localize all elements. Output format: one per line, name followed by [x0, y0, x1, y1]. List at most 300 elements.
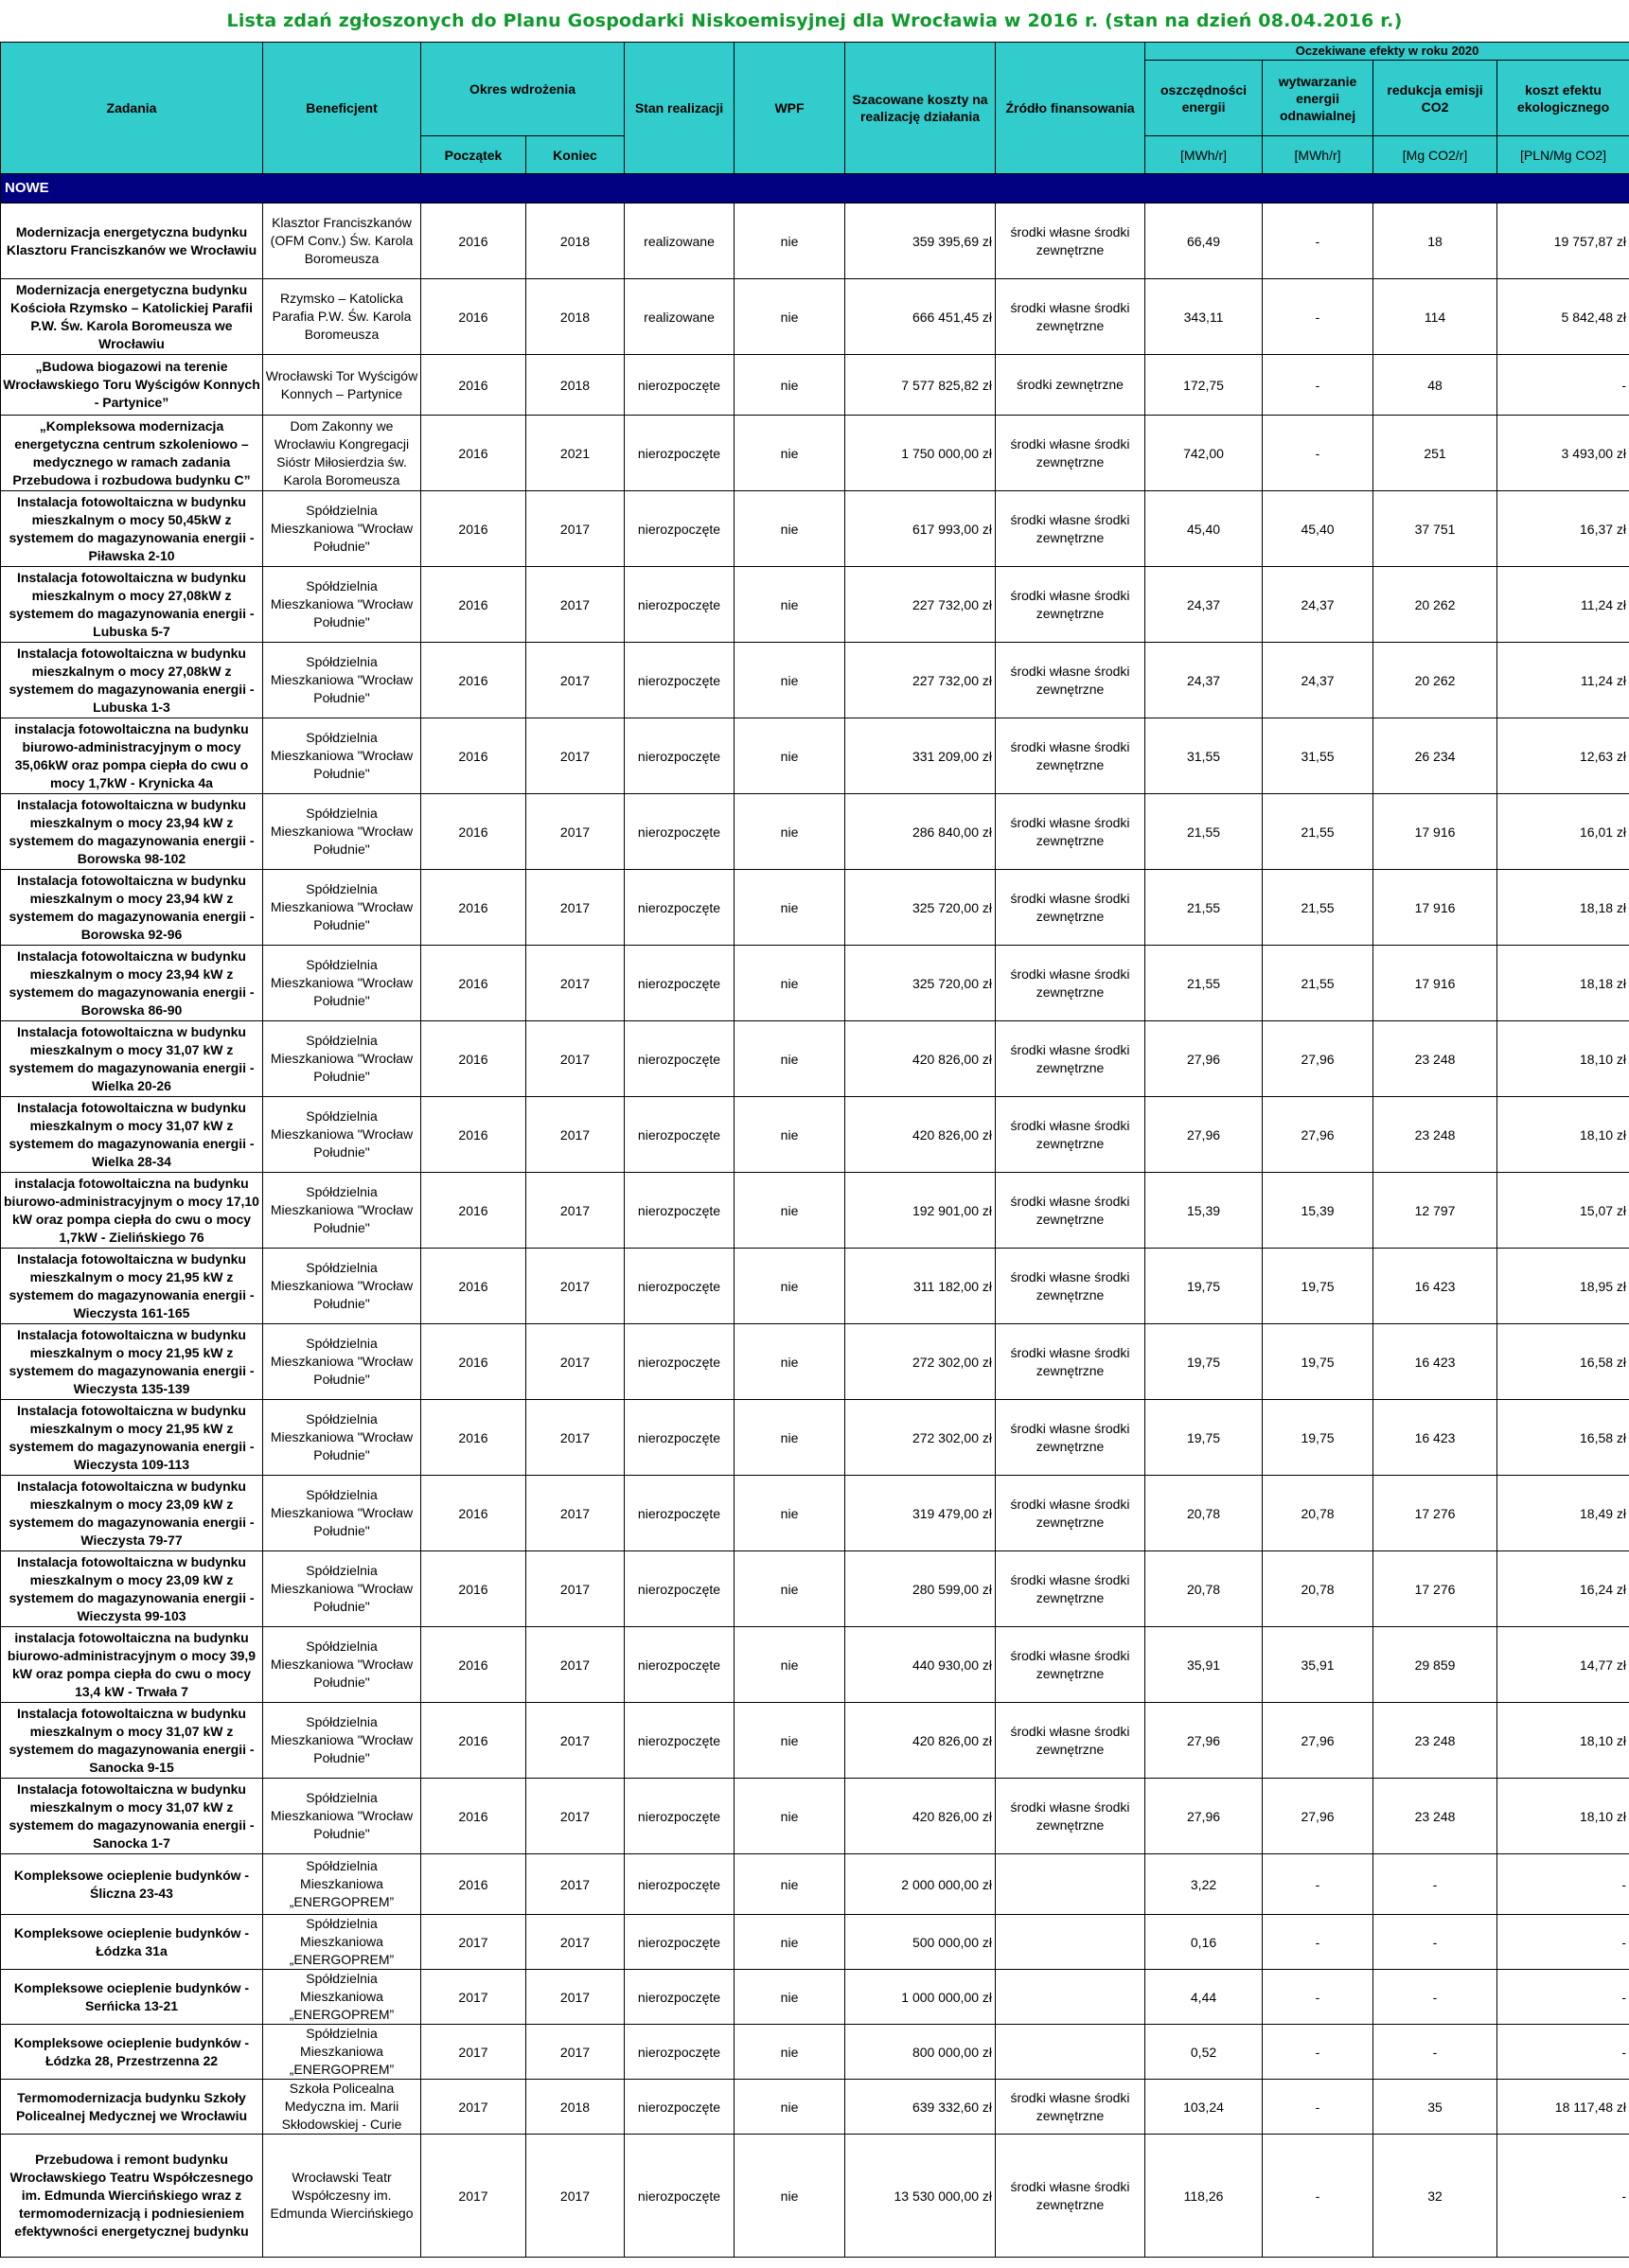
- row-renewable: 21,55: [1263, 794, 1373, 870]
- row-beneficiary: Spółdzielnia Mieszkaniowa „ENERGOPREM”: [263, 1970, 421, 2025]
- row-cost: 666 451,45 zł: [845, 279, 996, 355]
- table-row: [1, 1970, 1629, 2025]
- row-ecocost: 16,58 zł: [1497, 1324, 1629, 1400]
- row-beneficiary: Spółdzielnia Mieszkaniowa "Wrocław Południe": [263, 794, 421, 870]
- row-end: 2017: [526, 1097, 625, 1173]
- row-start: 2016: [421, 567, 526, 643]
- row-ecocost: 3 493,00 zł: [1497, 416, 1629, 491]
- row-co2: 20 262: [1373, 643, 1497, 718]
- row-co2: -: [1373, 1854, 1497, 1915]
- row-status: nierozpoczęte: [625, 567, 735, 643]
- table-row: [1, 1324, 1629, 1400]
- header-wpf: WPF: [735, 43, 845, 174]
- row-ecocost: 11,24 zł: [1497, 643, 1629, 718]
- row-beneficiary: Spółdzielnia Mieszkaniowa "Wrocław Południe": [263, 870, 421, 946]
- row-funding: środki własne środki zewnętrzne: [996, 416, 1145, 491]
- row-end: 2017: [526, 643, 625, 718]
- table-row: [1, 1703, 1629, 1779]
- row-co2: 12 797: [1373, 1173, 1497, 1249]
- row-renewable: 31,55: [1263, 718, 1373, 794]
- row-status: nierozpoczęte: [625, 1970, 735, 2025]
- row-wpf: nie: [735, 718, 845, 794]
- row-funding: środki własne środki zewnętrzne: [996, 1324, 1145, 1400]
- row-start: 2016: [421, 204, 526, 279]
- row-saving: 45,40: [1145, 491, 1263, 567]
- row-co2: 32: [1373, 2135, 1497, 2258]
- row-renewable: 35,91: [1263, 1627, 1373, 1703]
- row-co2: -: [1373, 1915, 1497, 1970]
- row-status: nierozpoczęte: [625, 355, 735, 416]
- row-end: 2017: [526, 1021, 625, 1097]
- row-wpf: nie: [735, 1021, 845, 1097]
- row-co2: 35: [1373, 2080, 1497, 2135]
- row-end: 2017: [526, 870, 625, 946]
- row-status: nierozpoczęte: [625, 1779, 735, 1854]
- row-co2: 16 423: [1373, 1400, 1497, 1476]
- row-cost: 325 720,00 zł: [845, 946, 996, 1021]
- row-ecocost: 19 757,87 zł: [1497, 204, 1629, 279]
- row-ecocost: -: [1497, 2025, 1629, 2080]
- row-wpf: nie: [735, 1703, 845, 1779]
- row-status: nierozpoczęte: [625, 1703, 735, 1779]
- row-end: 2018: [526, 2080, 625, 2135]
- row-status: nierozpoczęte: [625, 1551, 735, 1627]
- table-row: [1, 1854, 1629, 1915]
- row-ecocost: 12,63 zł: [1497, 718, 1629, 794]
- row-cost: 227 732,00 zł: [845, 643, 996, 718]
- row-renewable: 21,55: [1263, 946, 1373, 1021]
- row-cost: 311 182,00 zł: [845, 1249, 996, 1324]
- row-cost: 617 993,00 zł: [845, 491, 996, 567]
- table-row: [1, 794, 1629, 870]
- row-funding: środki własne środki zewnętrzne: [996, 491, 1145, 567]
- row-task: instalacja fotowoltaiczna na budynku biurowo-administracyjnym o mocy 39,9 kW oraz pompa ciepła do cwu o mocy 13,4 kW - Trwała 7: [1, 1627, 263, 1703]
- row-ecocost: -: [1497, 355, 1629, 416]
- row-wpf: nie: [735, 1173, 845, 1249]
- row-funding: środki własne środki zewnętrzne: [996, 1779, 1145, 1854]
- row-start: 2016: [421, 1097, 526, 1173]
- row-start: 2016: [421, 416, 526, 491]
- row-cost: 440 930,00 zł: [845, 1627, 996, 1703]
- header-status: Stan realizacji: [625, 43, 735, 174]
- header-unit-ecocost: [PLN/Mg CO2]: [1497, 136, 1629, 174]
- table-row: [1, 1551, 1629, 1627]
- row-saving: 24,37: [1145, 643, 1263, 718]
- row-saving: 343,11: [1145, 279, 1263, 355]
- row-cost: 1 750 000,00 zł: [845, 416, 996, 491]
- table-row: [1, 1476, 1629, 1551]
- row-beneficiary: Spółdzielnia Mieszkaniowa "Wrocław Południe": [263, 1551, 421, 1627]
- row-co2: 17 916: [1373, 794, 1497, 870]
- row-funding: [996, 2025, 1145, 2080]
- table-row: [1, 416, 1629, 491]
- row-task: Instalacja fotowoltaiczna w budynku mieszkalnym o mocy 23,94 kW z systemem do magazynowania energii - Borowska 86-90: [1, 946, 263, 1021]
- row-end: 2017: [526, 794, 625, 870]
- row-end: 2017: [526, 1970, 625, 2025]
- row-task: instalacja fotowoltaiczna na budynku biurowo-administracyjnym o mocy 35,06kW oraz pompa ciepła do cwu o mocy 1,7kW - Krynicka 4a: [1, 718, 263, 794]
- row-end: 2017: [526, 1627, 625, 1703]
- row-renewable: -: [1263, 355, 1373, 416]
- row-wpf: nie: [735, 2025, 845, 2080]
- row-beneficiary: Spółdzielnia Mieszkaniowa "Wrocław Południe": [263, 1400, 421, 1476]
- row-ecocost: 18,10 zł: [1497, 1779, 1629, 1854]
- row-start: 2016: [421, 279, 526, 355]
- row-beneficiary: Spółdzielnia Mieszkaniowa "Wrocław Południe": [263, 1021, 421, 1097]
- row-wpf: nie: [735, 1324, 845, 1400]
- row-start: 2016: [421, 1627, 526, 1703]
- row-co2: 23 248: [1373, 1779, 1497, 1854]
- row-ecocost: 18 117,48 zł: [1497, 2080, 1629, 2135]
- row-ecocost: 5 842,48 zł: [1497, 279, 1629, 355]
- row-start: 2017: [421, 1970, 526, 2025]
- row-beneficiary: Szkoła Policealna Medyczna im. Marii Skłodowskiej - Curie: [263, 2080, 421, 2135]
- row-co2: 16 423: [1373, 1249, 1497, 1324]
- row-start: 2016: [421, 1173, 526, 1249]
- row-saving: 4,44: [1145, 1970, 1263, 2025]
- row-beneficiary: Spółdzielnia Mieszkaniowa "Wrocław Południe": [263, 1703, 421, 1779]
- row-status: nierozpoczęte: [625, 2080, 735, 2135]
- row-co2: 18: [1373, 204, 1497, 279]
- row-funding: środki własne środki zewnętrzne: [996, 794, 1145, 870]
- row-status: realizowane: [625, 204, 735, 279]
- header-cost: Szacowane koszty na realizację działania: [845, 43, 996, 174]
- row-task: Kompleksowe ocieplenie budynków - Serńicka 13-21: [1, 1970, 263, 2025]
- row-status: nierozpoczęte: [625, 718, 735, 794]
- row-renewable: 20,78: [1263, 1551, 1373, 1627]
- row-funding: [996, 1915, 1145, 1970]
- row-funding: środki własne środki zewnętrzne: [996, 204, 1145, 279]
- header-period: Okres wdrożenia: [421, 43, 625, 136]
- row-renewable: -: [1263, 2135, 1373, 2258]
- table-row: [1, 567, 1629, 643]
- header-beneficiary: Beneficjent: [263, 43, 421, 174]
- row-ecocost: -: [1497, 1915, 1629, 1970]
- row-end: 2017: [526, 1779, 625, 1854]
- table-row: [1, 355, 1629, 416]
- row-saving: 20,78: [1145, 1476, 1263, 1551]
- row-cost: 7 577 825,82 zł: [845, 355, 996, 416]
- row-status: nierozpoczęte: [625, 416, 735, 491]
- row-renewable: -: [1263, 204, 1373, 279]
- row-co2: 251: [1373, 416, 1497, 491]
- row-co2: 23 248: [1373, 1703, 1497, 1779]
- row-cost: 359 395,69 zł: [845, 204, 996, 279]
- row-task: Instalacja fotowoltaiczna w budynku mieszkalnym o mocy 27,08kW z systemem do magazynowania energii - Lubuska 5-7: [1, 567, 263, 643]
- row-cost: 800 000,00 zł: [845, 2025, 996, 2080]
- row-task: Instalacja fotowoltaiczna w budynku mieszkalnym o mocy 23,94 kW z systemem do magazynowania energii - Borowska 98-102: [1, 794, 263, 870]
- row-funding: środki własne środki zewnętrzne: [996, 1476, 1145, 1551]
- row-end: 2017: [526, 1324, 625, 1400]
- table-row: [1, 643, 1629, 718]
- row-wpf: nie: [735, 279, 845, 355]
- row-ecocost: 18,10 zł: [1497, 1021, 1629, 1097]
- header-renewable: wytwarzanie energii odnawialnej: [1263, 61, 1373, 136]
- row-renewable: 27,96: [1263, 1703, 1373, 1779]
- row-cost: 420 826,00 zł: [845, 1097, 996, 1173]
- row-wpf: nie: [735, 567, 845, 643]
- row-status: nierozpoczęte: [625, 2135, 735, 2258]
- row-task: Instalacja fotowoltaiczna w budynku mieszkalnym o mocy 21,95 kW z systemem do magazynowania energii - Wieczysta 161-165: [1, 1249, 263, 1324]
- row-beneficiary: Wrocławski Teatr Współczesny im. Edmunda Wiercińskiego: [263, 2135, 421, 2258]
- row-wpf: nie: [735, 491, 845, 567]
- row-renewable: -: [1263, 416, 1373, 491]
- row-saving: 21,55: [1145, 946, 1263, 1021]
- row-saving: 27,96: [1145, 1021, 1263, 1097]
- row-status: nierozpoczęte: [625, 2025, 735, 2080]
- table-row: [1, 2080, 1629, 2135]
- row-cost: 420 826,00 zł: [845, 1021, 996, 1097]
- header-start: Początek: [421, 136, 526, 174]
- row-beneficiary: Spółdzielnia Mieszkaniowa „ENERGOPREM”: [263, 1915, 421, 1970]
- row-status: nierozpoczęte: [625, 870, 735, 946]
- row-beneficiary: Spółdzielnia Mieszkaniowa "Wrocław Południe": [263, 1097, 421, 1173]
- row-renewable: 21,55: [1263, 870, 1373, 946]
- row-renewable: -: [1263, 279, 1373, 355]
- table-row: [1, 1779, 1629, 1854]
- row-start: 2016: [421, 1324, 526, 1400]
- table-row: [1, 946, 1629, 1021]
- row-task: Instalacja fotowoltaiczna w budynku mieszkalnym o mocy 31,07 kW z systemem do magazynowania energii - Sanocka 9-15: [1, 1703, 263, 1779]
- row-renewable: 45,40: [1263, 491, 1373, 567]
- row-renewable: -: [1263, 1854, 1373, 1915]
- row-beneficiary: Spółdzielnia Mieszkaniowa "Wrocław Południe": [263, 1476, 421, 1551]
- row-wpf: nie: [735, 1097, 845, 1173]
- row-task: Kompleksowe ocieplenie budynków - Łódzka 28, Przestrzenna 22: [1, 2025, 263, 2080]
- row-cost: 227 732,00 zł: [845, 567, 996, 643]
- row-task: Instalacja fotowoltaiczna w budynku mieszkalnym o mocy 21,95 kW z systemem do magazynowania energii - Wieczysta 135-139: [1, 1324, 263, 1400]
- row-start: 2017: [421, 1915, 526, 1970]
- row-saving: 66,49: [1145, 204, 1263, 279]
- row-wpf: nie: [735, 643, 845, 718]
- row-beneficiary: Spółdzielnia Mieszkaniowa "Wrocław Południe": [263, 946, 421, 1021]
- row-ecocost: -: [1497, 1854, 1629, 1915]
- row-beneficiary: Spółdzielnia Mieszkaniowa "Wrocław Południe": [263, 491, 421, 567]
- row-renewable: -: [1263, 2025, 1373, 2080]
- row-funding: środki własne środki zewnętrzne: [996, 870, 1145, 946]
- row-cost: 331 209,00 zł: [845, 718, 996, 794]
- table-body: [1, 174, 1629, 2258]
- table-row: [1, 870, 1629, 946]
- row-status: nierozpoczęte: [625, 1915, 735, 1970]
- row-start: 2017: [421, 2025, 526, 2080]
- row-funding: środki własne środki zewnętrzne: [996, 1097, 1145, 1173]
- row-end: 2017: [526, 2025, 625, 2080]
- row-funding: środki własne środki zewnętrzne: [996, 718, 1145, 794]
- row-co2: 17 916: [1373, 870, 1497, 946]
- row-saving: 19,75: [1145, 1249, 1263, 1324]
- row-task: Modernizacja energetyczna budynku Kościoła Rzymsko – Katolickiej Parafii P.W. Św. Karola Boromeusza we Wrocławiu: [1, 279, 263, 355]
- row-cost: 280 599,00 zł: [845, 1551, 996, 1627]
- row-funding: środki zewnętrzne: [996, 355, 1145, 416]
- row-cost: 2 000 000,00 zł: [845, 1854, 996, 1915]
- row-renewable: 27,96: [1263, 1021, 1373, 1097]
- row-ecocost: 16,58 zł: [1497, 1400, 1629, 1476]
- row-renewable: 19,75: [1263, 1324, 1373, 1400]
- row-funding: środki własne środki zewnętrzne: [996, 1627, 1145, 1703]
- row-status: nierozpoczęte: [625, 1324, 735, 1400]
- row-ecocost: 11,24 zł: [1497, 567, 1629, 643]
- row-status: nierozpoczęte: [625, 491, 735, 567]
- row-end: 2017: [526, 1915, 625, 1970]
- row-status: nierozpoczęte: [625, 794, 735, 870]
- row-beneficiary: Spółdzielnia Mieszkaniowa "Wrocław Południe": [263, 718, 421, 794]
- row-beneficiary: Spółdzielnia Mieszkaniowa „ENERGOPREM”: [263, 1854, 421, 1915]
- row-renewable: -: [1263, 2080, 1373, 2135]
- row-end: 2017: [526, 1703, 625, 1779]
- row-co2: 48: [1373, 355, 1497, 416]
- row-saving: 27,96: [1145, 1097, 1263, 1173]
- row-funding: środki własne środki zewnętrzne: [996, 2135, 1145, 2258]
- row-funding: środki własne środki zewnętrzne: [996, 279, 1145, 355]
- row-end: 2017: [526, 2135, 625, 2258]
- row-cost: 319 479,00 zł: [845, 1476, 996, 1551]
- table-row: [1, 1249, 1629, 1324]
- header-task: Zadania: [1, 43, 263, 174]
- row-end: 2017: [526, 1173, 625, 1249]
- row-end: 2017: [526, 946, 625, 1021]
- row-task: Instalacja fotowoltaiczna w budynku mieszkalnym o mocy 31,07 kW z systemem do magazynowania energii - Wielka 28-34: [1, 1097, 263, 1173]
- header-funding: Źródło finansowania: [996, 43, 1145, 174]
- row-wpf: nie: [735, 1551, 845, 1627]
- row-funding: środki własne środki zewnętrzne: [996, 1400, 1145, 1476]
- row-cost: 325 720,00 zł: [845, 870, 996, 946]
- row-status: nierozpoczęte: [625, 1476, 735, 1551]
- row-status: realizowane: [625, 279, 735, 355]
- row-ecocost: 18,95 zł: [1497, 1249, 1629, 1324]
- row-start: 2016: [421, 1703, 526, 1779]
- row-wpf: nie: [735, 1779, 845, 1854]
- row-wpf: nie: [735, 1627, 845, 1703]
- row-saving: 31,55: [1145, 718, 1263, 794]
- row-beneficiary: Spółdzielnia Mieszkaniowa "Wrocław Południe": [263, 643, 421, 718]
- row-end: 2017: [526, 1854, 625, 1915]
- row-co2: -: [1373, 1970, 1497, 2025]
- row-saving: 19,75: [1145, 1400, 1263, 1476]
- table-row: [1, 2025, 1629, 2080]
- row-status: nierozpoczęte: [625, 1400, 735, 1476]
- row-end: 2017: [526, 1400, 625, 1476]
- row-beneficiary: Spółdzielnia Mieszkaniowa "Wrocław Południe": [263, 567, 421, 643]
- row-co2: 17 276: [1373, 1551, 1497, 1627]
- row-end: 2017: [526, 718, 625, 794]
- section-row: [1, 174, 1629, 204]
- header-unit-saving: [MWh/r]: [1145, 136, 1263, 174]
- table-row: [1, 1021, 1629, 1097]
- row-start: 2016: [421, 1779, 526, 1854]
- header-ecocost: koszt efektu ekologicznego: [1497, 61, 1629, 136]
- row-task: instalacja fotowoltaiczna na budynku biurowo-administracyjnym o mocy 17,10 kW oraz pompa ciepła do cwu o mocy 1,7kW - Zielińskiego 76: [1, 1173, 263, 1249]
- row-start: 2016: [421, 643, 526, 718]
- section-label: NOWE: [1, 174, 1629, 204]
- table-row: [1, 2135, 1629, 2258]
- row-start: 2016: [421, 1400, 526, 1476]
- row-wpf: nie: [735, 2080, 845, 2135]
- row-start: 2016: [421, 1021, 526, 1097]
- row-wpf: nie: [735, 1476, 845, 1551]
- row-cost: 272 302,00 zł: [845, 1324, 996, 1400]
- row-saving: 742,00: [1145, 416, 1263, 491]
- row-saving: 35,91: [1145, 1627, 1263, 1703]
- row-wpf: nie: [735, 2135, 845, 2258]
- row-co2: 37 751: [1373, 491, 1497, 567]
- row-beneficiary: Spółdzielnia Mieszkaniowa "Wrocław Południe": [263, 1173, 421, 1249]
- row-status: nierozpoczęte: [625, 1249, 735, 1324]
- row-start: 2016: [421, 1476, 526, 1551]
- table-row: [1, 1400, 1629, 1476]
- row-status: nierozpoczęte: [625, 1627, 735, 1703]
- row-task: Instalacja fotowoltaiczna w budynku mieszkalnym o mocy 21,95 kW z systemem do magazynowania energii - Wieczysta 109-113: [1, 1400, 263, 1476]
- row-end: 2017: [526, 491, 625, 567]
- row-task: Instalacja fotowoltaiczna w budynku mieszkalnym o mocy 23,94 kW z systemem do magazynowania energii - Borowska 92-96: [1, 870, 263, 946]
- row-cost: 272 302,00 zł: [845, 1400, 996, 1476]
- table-row: [1, 1097, 1629, 1173]
- row-start: 2016: [421, 794, 526, 870]
- row-renewable: 19,75: [1263, 1249, 1373, 1324]
- row-task: Przebudowa i remont budynku Wrocławskiego Teatru Współczesnego im. Edmunda Wiercińskiego wraz z termomodernizacją i podniesieniem efektywności energetycznej budynku: [1, 2135, 263, 2258]
- row-saving: 103,24: [1145, 2080, 1263, 2135]
- row-status: nierozpoczęte: [625, 1173, 735, 1249]
- row-end: 2018: [526, 355, 625, 416]
- table-row: [1, 491, 1629, 567]
- row-task: Modernizacja energetyczna budynku Klasztoru Franciszkanów we Wrocławiu: [1, 204, 263, 279]
- row-ecocost: 16,37 zł: [1497, 491, 1629, 567]
- row-task: Instalacja fotowoltaiczna w budynku mieszkalnym o mocy 31,07 kW z systemem do magazynowania energii - Wielka 20-26: [1, 1021, 263, 1097]
- row-cost: 13 530 000,00 zł: [845, 2135, 996, 2258]
- table-header: [1, 43, 1629, 174]
- row-start: 2017: [421, 2135, 526, 2258]
- row-end: 2021: [526, 416, 625, 491]
- row-task: „Budowa biogazowi na terenie Wrocławskiego Toru Wyścigów Konnych - Partynice”: [1, 355, 263, 416]
- row-task: Instalacja fotowoltaiczna w budynku mieszkalnym o mocy 31,07 kW z systemem do magazynowania energii - Sanocka 1-7: [1, 1779, 263, 1854]
- row-start: 2016: [421, 355, 526, 416]
- row-end: 2017: [526, 1551, 625, 1627]
- row-co2: 17 916: [1373, 946, 1497, 1021]
- row-co2: -: [1373, 2025, 1497, 2080]
- header-saving: oszczędności energii: [1145, 61, 1263, 136]
- row-ecocost: 18,10 zł: [1497, 1703, 1629, 1779]
- row-ecocost: 16,24 zł: [1497, 1551, 1629, 1627]
- header-co2: redukcja emisji CO2: [1373, 61, 1497, 136]
- row-end: 2017: [526, 567, 625, 643]
- table-row: [1, 718, 1629, 794]
- row-task: Instalacja fotowoltaiczna w budynku mieszkalnym o mocy 23,09 kW z systemem do magazynowania energii - Wieczysta 99-103: [1, 1551, 263, 1627]
- row-renewable: 19,75: [1263, 1400, 1373, 1476]
- row-funding: [996, 1854, 1145, 1915]
- table-row: [1, 279, 1629, 355]
- row-ecocost: 14,77 zł: [1497, 1627, 1629, 1703]
- row-wpf: nie: [735, 204, 845, 279]
- row-saving: 27,96: [1145, 1703, 1263, 1779]
- sheet-title: Lista zdań zgłoszonych do Planu Gospodarki Niskoemisyjnej dla Wrocławia w 2016 r. (stan na dzień 08.04.2016 r.): [226, 10, 1403, 31]
- row-status: nierozpoczęte: [625, 1854, 735, 1915]
- row-saving: 172,75: [1145, 355, 1263, 416]
- row-renewable: 27,96: [1263, 1097, 1373, 1173]
- row-start: 2016: [421, 870, 526, 946]
- table-row: [1, 204, 1629, 279]
- row-cost: 420 826,00 zł: [845, 1703, 996, 1779]
- row-ecocost: 18,10 zł: [1497, 1097, 1629, 1173]
- row-wpf: nie: [735, 870, 845, 946]
- row-cost: 192 901,00 zł: [845, 1173, 996, 1249]
- row-ecocost: -: [1497, 1970, 1629, 2025]
- row-end: 2017: [526, 1476, 625, 1551]
- row-end: 2018: [526, 204, 625, 279]
- table-row: [1, 1915, 1629, 1970]
- row-cost: 1 000 000,00 zł: [845, 1970, 996, 2025]
- row-co2: 26 234: [1373, 718, 1497, 794]
- row-ecocost: 18,18 zł: [1497, 946, 1629, 1021]
- row-status: nierozpoczęte: [625, 643, 735, 718]
